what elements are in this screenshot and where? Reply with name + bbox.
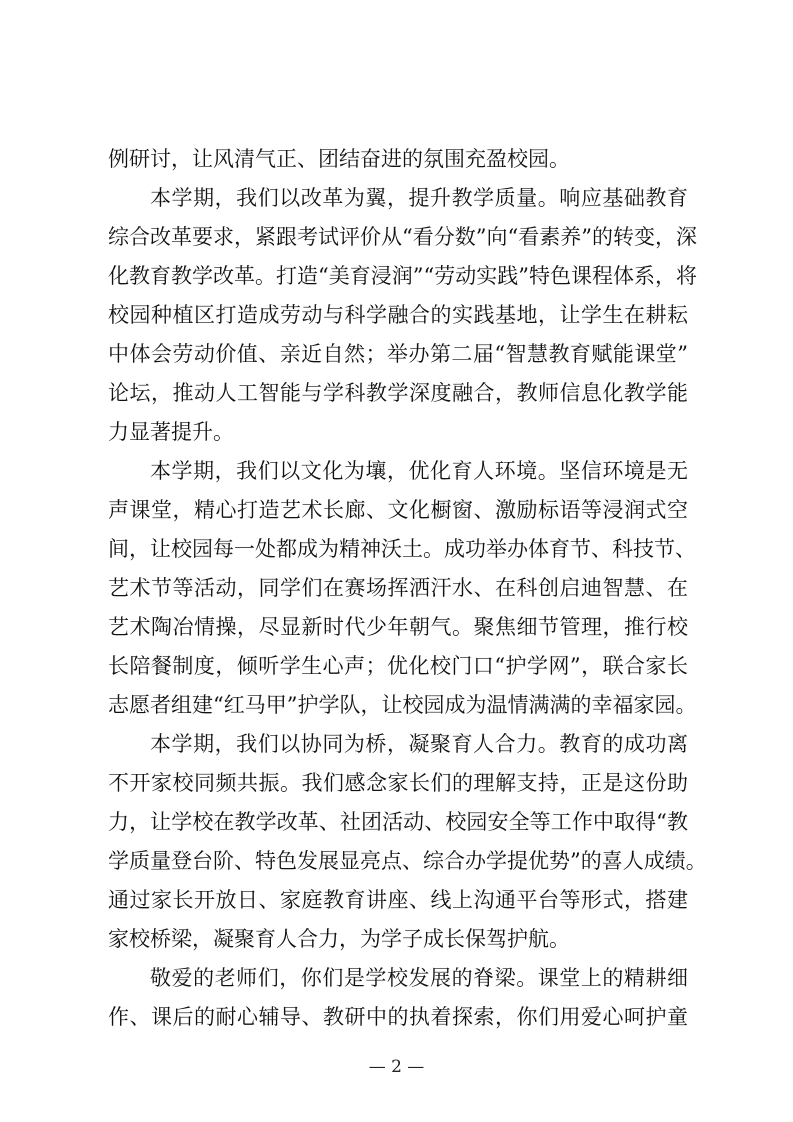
text-line: 论坛，推动人工智能与学科教学深度融合，教师信息化教学能 [108,381,688,405]
text-line: 间，让校园每一处都成为精神沃土。成功举办体育节、科技节、 [108,537,696,561]
text-line: 艺术节等活动，同学们在赛场挥洒汗水、在科创启迪智慧、在 [108,576,688,600]
text-line: 综合改革要求，紧跟考试评价从“看分数”向“看素养”的转变，深 [108,225,697,249]
text-line: 化教育教学改革。打造“美育浸润”“劳动实践”特色课程体系，将 [108,264,697,288]
paragraph-first-line: 敬爱的老师们，你们是学校发展的脊梁。课堂上的精耕细 [150,966,688,990]
text-line: 校园种植区打造成劳动与科学融合的实践基地，让学生在耕耘 [108,303,688,327]
text-line: 力显著提升。 [108,420,234,444]
paragraph-first-line: 本学期，我们以文化为壤，优化育人环境。坚信环境是无 [150,459,688,483]
text-line: 例研讨，让风清气正、团结奋进的氛围充盈校园。 [108,147,570,171]
text-line: 不开家校同频共振。我们感念家长们的理解支持，正是这份助 [108,771,688,795]
text-line: 通过家长开放日、家庭教育讲座、线上沟通平台等形式，搭建 [108,888,688,912]
text-line: 长陪餐制度，倾听学生心声；优化校门口“护学网”，联合家长 [108,654,688,678]
text-line: 中体会劳动价值、亲近自然；举办第二届“智慧教育赋能课堂” [108,342,688,366]
text-line: 志愿者组建“红马甲”护学队，让校园成为温情满满的幸福家园。 [108,693,697,717]
text-line: 力，让学校在教学改革、社团活动、校园安全等工作中取得“教 [108,810,688,834]
page-number: — 2 — [368,1057,425,1077]
text-line: 作、课后的耐心辅导、教研中的执着探索，你们用爱心呵护童 [108,1005,688,1029]
paragraph-first-line: 本学期，我们以改革为翼，提升教学质量。响应基础教育 [150,186,688,210]
text-line: 学质量登台阶、特色发展显亮点、综合办学提优势”的喜人成绩。 [108,849,707,873]
text-line: 艺术陶冶情操，尽显新时代少年朝气。聚焦细节管理，推行校 [108,615,688,639]
paragraph-first-line: 本学期，我们以协同为桥，凝聚育人合力。教育的成功离 [150,732,688,756]
text-line: 声课堂，精心打造艺术长廊、文化橱窗、激励标语等浸润式空 [108,498,688,522]
text-line: 家校桥梁，凝聚育人合力，为学子成长保驾护航。 [108,927,570,951]
